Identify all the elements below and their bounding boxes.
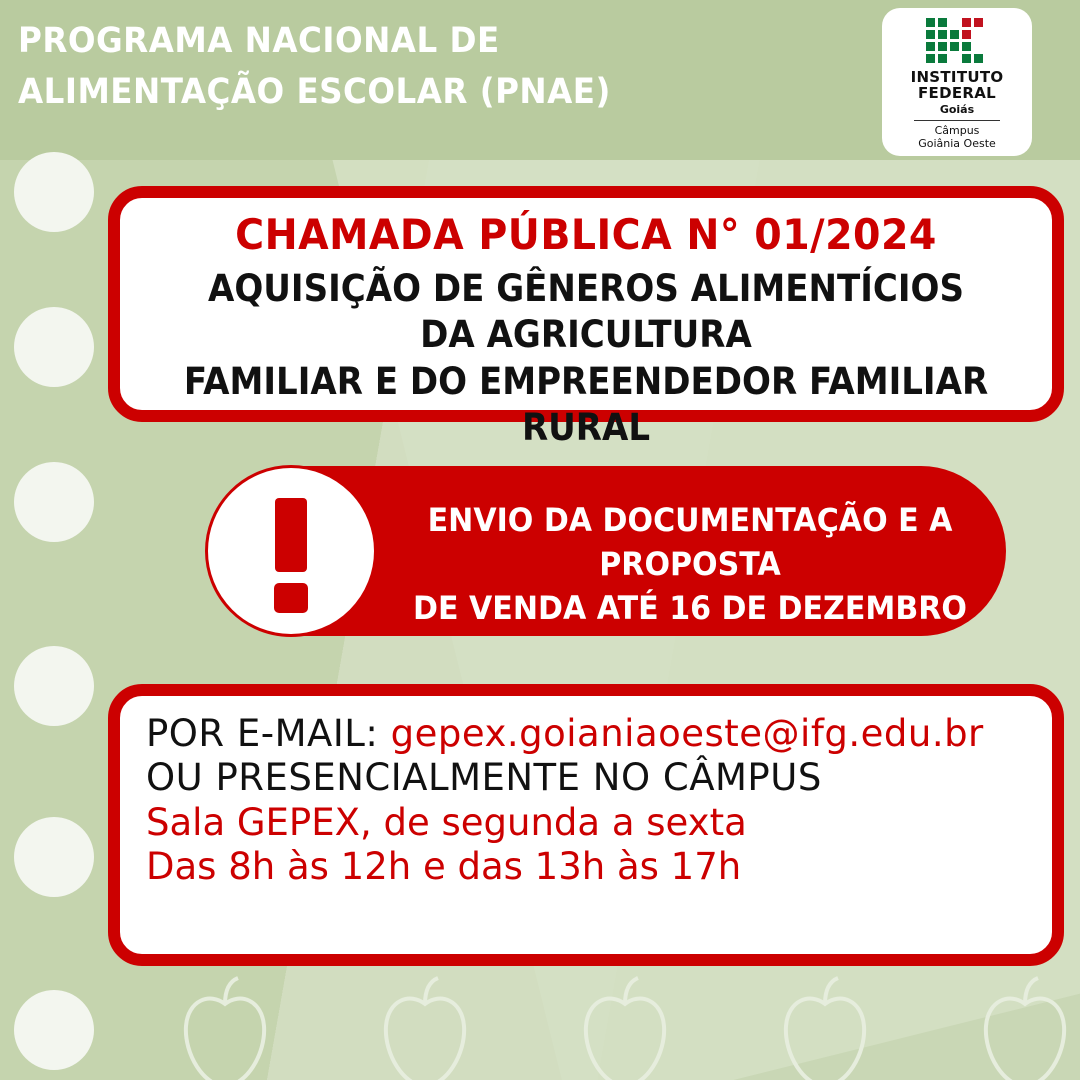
chamada-subtitle <box>178 266 995 451</box>
logo-institute-name <box>882 70 1032 102</box>
contact-presencial: OU PRESENCIALMENTE NO CÂMPUS <box>146 756 822 800</box>
logo-state: Goiás <box>939 102 975 116</box>
ifg-logo <box>882 8 1032 156</box>
apple-icon <box>570 974 680 1080</box>
apple-icon <box>770 974 880 1080</box>
contact-email-label: POR E-MAIL: <box>146 712 391 755</box>
logo-campus <box>882 124 1032 150</box>
page-title <box>18 16 762 118</box>
header-title-line2: ALIMENTAÇÃO ESCOLAR (PNAE) <box>18 71 611 112</box>
logo-institute-line2: FEDERAL <box>917 83 996 102</box>
logo-divider <box>914 120 1000 121</box>
deadline-alert-text <box>400 498 979 630</box>
contact-card <box>108 684 1064 966</box>
contact-email-link[interactable]: gepex.goianiaoeste@ifg.edu.br <box>390 712 984 755</box>
dot-circle <box>14 646 94 726</box>
deadline-alert-banner <box>206 466 1006 636</box>
decorative-dots <box>14 152 110 1080</box>
exclamation-icon <box>205 465 377 637</box>
dot-circle <box>14 462 94 542</box>
logo-campus-line1: Câmpus <box>934 123 980 137</box>
contact-sala: Sala GEPEX, de segunda a sexta <box>146 800 747 844</box>
dot-circle <box>14 152 94 232</box>
dot-circle <box>14 307 94 387</box>
dot-circle <box>14 817 94 897</box>
apple-icon <box>370 974 480 1080</box>
contact-horario: Das 8h às 12h e das 13h às 17h <box>146 845 742 889</box>
dot-circle <box>14 990 94 1070</box>
header-title-line1: PROGRAMA NACIONAL DE <box>18 21 500 61</box>
apple-icon <box>170 974 280 1080</box>
logo-institute-line1: INSTITUTO <box>910 68 1004 86</box>
deadline-line2: DE VENDA ATÉ 16 DE DEZEMBRO <box>413 589 967 628</box>
contact-email-row <box>146 712 1026 756</box>
chamada-subtitle-line1: AQUISIÇÃO DE GÊNEROS ALIMENTÍCIOS DA AGRICULTURA <box>207 267 964 357</box>
chamada-title: CHAMADA PÚBLICA N° 01/2024 <box>235 210 937 259</box>
logo-campus-line2: Goiânia Oeste <box>918 136 996 150</box>
chamada-publica-card <box>108 186 1064 449</box>
apple-icon <box>970 974 1080 1080</box>
apple-decorations <box>120 970 1080 1080</box>
chamada-subtitle-line2: FAMILIAR E DO EMPREENDEDOR FAMILIAR RURAL <box>183 359 989 449</box>
ifg-logo-mark-icon <box>926 18 988 66</box>
deadline-line1: ENVIO DA DOCUMENTAÇÃO E A PROPOSTA <box>427 501 953 584</box>
